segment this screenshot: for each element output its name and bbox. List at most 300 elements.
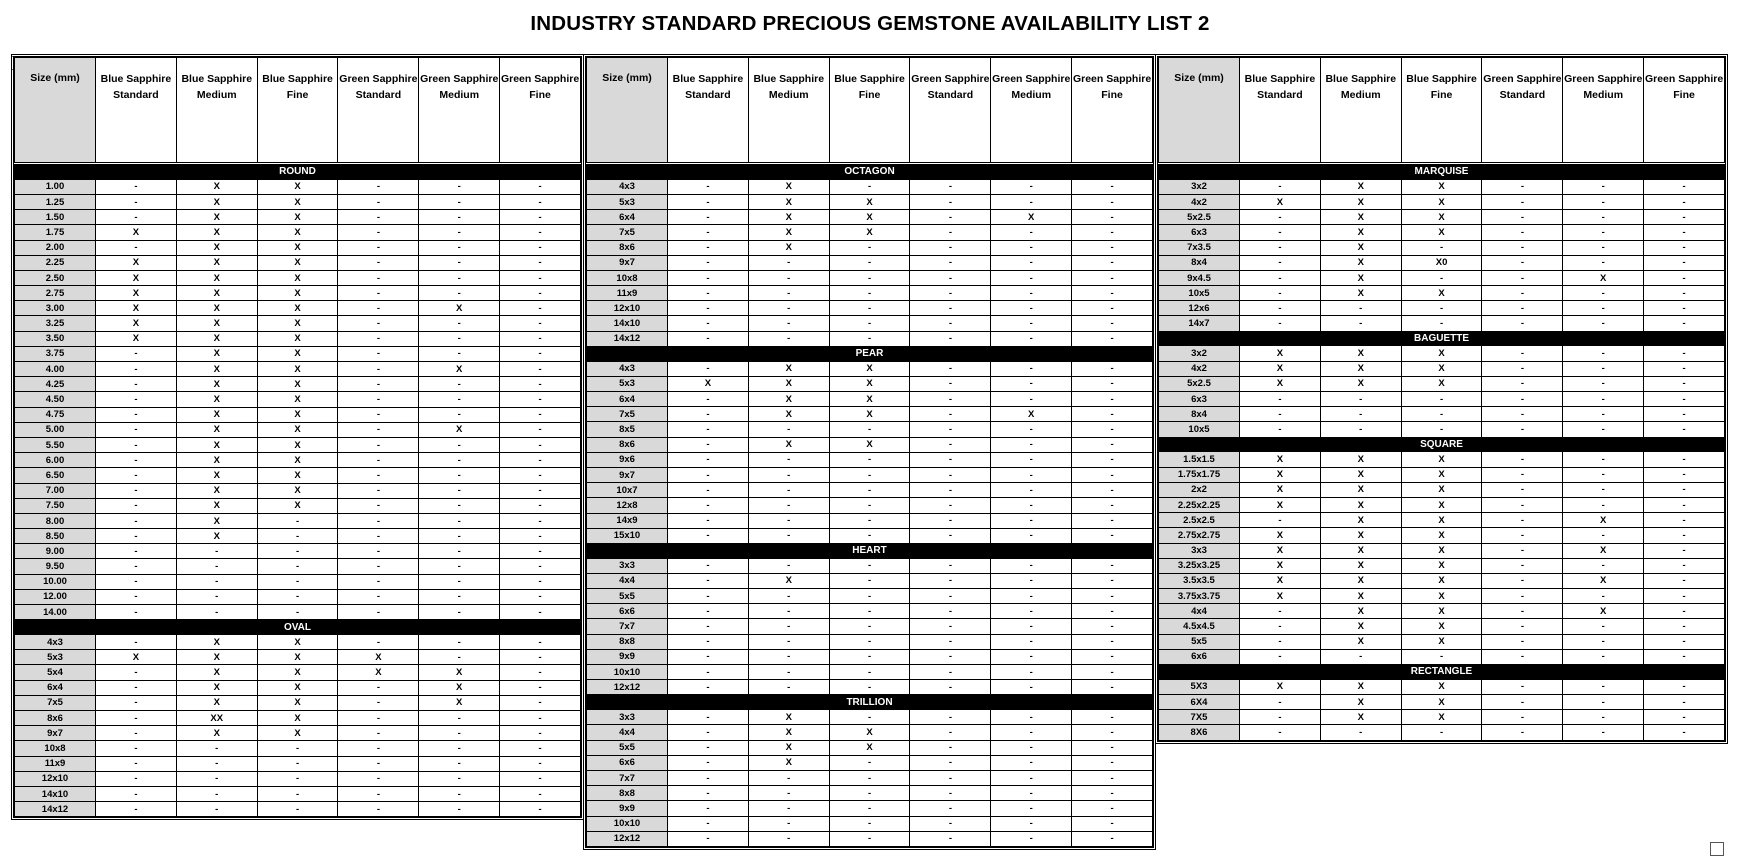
availability-cell: - (338, 407, 419, 422)
availability-cell: - (910, 452, 991, 467)
availability-cell: - (1320, 407, 1401, 422)
availability-cell: - (96, 422, 177, 437)
availability-cell: - (991, 665, 1072, 680)
availability-cell: X (1320, 543, 1401, 558)
size-cell: 5x2.5 (1159, 210, 1240, 225)
availability-cell: - (338, 346, 419, 361)
availability-cell: - (419, 544, 500, 559)
availability-cell: - (500, 453, 581, 468)
availability-cell: - (1644, 679, 1725, 694)
table-row (587, 392, 1153, 407)
size-cell: 7.00 (15, 483, 96, 498)
availability-cell: - (829, 710, 910, 725)
availability-cell: - (500, 665, 581, 680)
availability-cell: - (1240, 255, 1321, 270)
table-row (15, 802, 581, 817)
table-row (1159, 467, 1725, 482)
availability-cell: - (668, 634, 749, 649)
size-cell: 5x5 (587, 740, 668, 755)
availability-cell: X (1320, 194, 1401, 209)
availability-cell: X (1320, 497, 1401, 512)
availability-cell: - (910, 437, 991, 452)
availability-cell: - (668, 801, 749, 816)
table-row (15, 377, 581, 392)
availability-cell: - (1072, 255, 1153, 270)
column-header: Green Sapphire Fine (500, 58, 581, 163)
page-corner-checkbox-icon[interactable] (1710, 842, 1724, 856)
availability-cell: - (991, 240, 1072, 255)
availability-cell: - (1240, 210, 1321, 225)
availability-cell: - (1563, 361, 1644, 376)
size-cell: 14x12 (15, 802, 96, 817)
availability-cell: - (419, 559, 500, 574)
availability-cell: X (829, 392, 910, 407)
column-header: Blue Sapphire Medium (1320, 58, 1401, 163)
availability-cell: X (419, 695, 500, 710)
column-header: Blue Sapphire Medium (748, 58, 829, 163)
table-row (587, 483, 1153, 498)
availability-cell: X (257, 194, 338, 209)
availability-cell: X (1240, 573, 1321, 588)
availability-cell: - (96, 771, 177, 786)
availability-cell: - (96, 346, 177, 361)
availability-cell: X (176, 407, 257, 422)
availability-cell: - (500, 741, 581, 756)
size-cell: 7x3.5 (1159, 240, 1240, 255)
availability-cell: X (748, 210, 829, 225)
availability-cell: X (257, 635, 338, 650)
availability-cell: - (96, 468, 177, 483)
availability-cell: - (338, 331, 419, 346)
section-header-row (1159, 331, 1725, 346)
availability-cell: - (991, 376, 1072, 391)
availability-cell: - (338, 589, 419, 604)
availability-cell: - (500, 392, 581, 407)
availability-cell: - (419, 771, 500, 786)
availability-cell: - (96, 802, 177, 817)
availability-cell: X (257, 179, 338, 194)
availability-cell: - (829, 498, 910, 513)
availability-cell: X (257, 331, 338, 346)
availability-cell: X (829, 194, 910, 209)
table-row (587, 558, 1153, 573)
availability-cell: - (829, 331, 910, 346)
table-row (587, 770, 1153, 785)
availability-cell: - (829, 301, 910, 316)
availability-cell: - (419, 710, 500, 725)
size-cell: 10x5 (1159, 422, 1240, 437)
availability-cell: - (500, 179, 581, 194)
availability-cell: X (1320, 634, 1401, 649)
availability-cell: - (991, 270, 1072, 285)
availability-cell: - (419, 529, 500, 544)
table-row (587, 301, 1153, 316)
availability-cell: - (1563, 558, 1644, 573)
table-row (1159, 316, 1725, 331)
availability-cell: X (1320, 482, 1401, 497)
availability-cell: - (748, 634, 829, 649)
availability-cell: - (991, 816, 1072, 831)
availability-cell: - (1644, 376, 1725, 391)
availability-cell: - (668, 755, 749, 770)
size-cell: 9x9 (587, 649, 668, 664)
availability-cell: - (748, 316, 829, 331)
availability-cell: - (1563, 255, 1644, 270)
availability-cell: X (748, 755, 829, 770)
availability-cell: - (1072, 376, 1153, 391)
table-row (587, 573, 1153, 588)
table-row (15, 316, 581, 331)
availability-cell: - (1644, 589, 1725, 604)
table-row (1159, 255, 1725, 270)
availability-cell: X (176, 422, 257, 437)
availability-cell: - (1482, 589, 1563, 604)
size-cell: 6x6 (587, 755, 668, 770)
size-cell: 9.00 (15, 544, 96, 559)
section-title: ROUND (15, 165, 581, 180)
availability-cell: - (991, 786, 1072, 801)
size-cell: 3x2 (1159, 346, 1240, 361)
availability-cell: - (419, 513, 500, 528)
availability-cell: X (668, 376, 749, 391)
section-header-row (15, 165, 581, 180)
column-header: Green Sapphire Standard (1482, 58, 1563, 163)
availability-cell: - (419, 225, 500, 240)
availability-cell: - (1072, 573, 1153, 588)
availability-cell: - (1072, 558, 1153, 573)
table-row (587, 376, 1153, 391)
availability-cell: - (748, 680, 829, 695)
availability-cell: X (1320, 452, 1401, 467)
availability-cell: X (257, 225, 338, 240)
table-row (15, 544, 581, 559)
availability-cell: - (338, 179, 419, 194)
availability-cell: - (910, 407, 991, 422)
table-row (1159, 286, 1725, 301)
table-row (587, 634, 1153, 649)
size-cell: 4x2 (1159, 361, 1240, 376)
availability-cell: - (338, 786, 419, 801)
availability-cell: - (257, 802, 338, 817)
availability-cell: - (991, 831, 1072, 846)
availability-cell: - (1320, 649, 1401, 664)
availability-cell: - (338, 225, 419, 240)
availability-cell: X (176, 225, 257, 240)
column-header: Green Sapphire Medium (419, 58, 500, 163)
availability-cell: - (338, 392, 419, 407)
size-cell: 5x3 (15, 650, 96, 665)
availability-cell: X (257, 453, 338, 468)
column-header: Blue Sapphire Fine (1401, 58, 1482, 163)
availability-cell: - (500, 756, 581, 771)
availability-cell: - (668, 225, 749, 240)
table-row (1159, 528, 1725, 543)
table-row (587, 452, 1153, 467)
size-cell: 8x8 (587, 786, 668, 801)
table-row (15, 635, 581, 650)
table-row (587, 331, 1153, 346)
availability-cell: - (748, 255, 829, 270)
size-cell: 8.50 (15, 529, 96, 544)
availability-cell: X (257, 650, 338, 665)
availability-cell: - (1644, 407, 1725, 422)
availability-cell: - (668, 316, 749, 331)
availability-cell: - (748, 619, 829, 634)
section-title: PEAR (587, 346, 1153, 361)
availability-cell: - (419, 255, 500, 270)
availability-cell: X (257, 255, 338, 270)
availability-cell: X (176, 346, 257, 361)
availability-cell: - (1563, 589, 1644, 604)
availability-cell: - (910, 483, 991, 498)
size-cell: 2.5x2.5 (1159, 513, 1240, 528)
availability-cell: - (910, 755, 991, 770)
table-row (15, 650, 581, 665)
availability-table-panel-1 (11, 54, 584, 820)
availability-cell: - (1644, 194, 1725, 209)
availability-cell: - (1482, 543, 1563, 558)
availability-cell: - (1644, 619, 1725, 634)
availability-cell: - (910, 528, 991, 543)
availability-cell: - (500, 695, 581, 710)
availability-cell: - (419, 589, 500, 604)
availability-cell: - (419, 194, 500, 209)
availability-cell: - (1482, 649, 1563, 664)
availability-cell: - (96, 635, 177, 650)
availability-cell: X (257, 695, 338, 710)
availability-cell: - (338, 710, 419, 725)
column-header: Green Sapphire Standard (910, 58, 991, 163)
availability-cell: X (1563, 604, 1644, 619)
availability-cell: - (500, 529, 581, 544)
table-row (15, 437, 581, 452)
size-cell: 1.00 (15, 179, 96, 194)
availability-cell: - (419, 786, 500, 801)
size-cell: 5.50 (15, 437, 96, 452)
availability-cell: - (1644, 710, 1725, 725)
availability-cell: - (1482, 573, 1563, 588)
availability-cell: X (176, 453, 257, 468)
availability-cell: - (748, 558, 829, 573)
availability-cell: X (176, 270, 257, 285)
size-cell: 6x4 (587, 392, 668, 407)
availability-cell: X (257, 301, 338, 316)
size-cell: 10x8 (15, 741, 96, 756)
size-cell: 1.5x1.5 (1159, 452, 1240, 467)
section-header-row (15, 620, 581, 635)
availability-cell: - (500, 286, 581, 301)
availability-cell: X (176, 362, 257, 377)
availability-cell: - (1644, 225, 1725, 240)
size-cell: 7.50 (15, 498, 96, 513)
column-header: Blue Sapphire Standard (1240, 58, 1321, 163)
availability-cell: - (1072, 422, 1153, 437)
availability-cell: - (668, 786, 749, 801)
availability-cell: - (1482, 301, 1563, 316)
availability-cell: - (500, 346, 581, 361)
size-cell: 9x7 (587, 255, 668, 270)
availability-cell: - (1401, 301, 1482, 316)
availability-cell: X (1401, 679, 1482, 694)
availability-cell: - (991, 528, 1072, 543)
availability-cell: - (1482, 240, 1563, 255)
availability-cell: - (1072, 301, 1153, 316)
availability-cell: - (1240, 301, 1321, 316)
table-row (15, 529, 581, 544)
availability-cell: - (668, 680, 749, 695)
section-title: RECTANGLE (1159, 665, 1725, 680)
availability-cell: - (419, 741, 500, 756)
table-row (587, 528, 1153, 543)
availability-cell: - (748, 286, 829, 301)
table-row (15, 665, 581, 680)
availability-cell: X (1320, 604, 1401, 619)
availability-cell: X (419, 680, 500, 695)
table-row (1159, 422, 1725, 437)
availability-cell: - (1563, 392, 1644, 407)
table-row (587, 619, 1153, 634)
table-row (1159, 376, 1725, 391)
availability-cell: - (1240, 649, 1321, 664)
availability-cell: - (910, 376, 991, 391)
size-cell: 8x4 (1159, 255, 1240, 270)
size-cell: 6.00 (15, 453, 96, 468)
table-row (587, 240, 1153, 255)
availability-cell: - (1482, 392, 1563, 407)
availability-cell: - (829, 786, 910, 801)
availability-cell: - (1482, 710, 1563, 725)
availability-cell: - (991, 316, 1072, 331)
availability-cell: - (1482, 376, 1563, 391)
availability-cell: X (1401, 225, 1482, 240)
availability-cell: - (257, 756, 338, 771)
availability-cell: X (176, 316, 257, 331)
table-row (1159, 604, 1725, 619)
availability-cell: - (257, 605, 338, 620)
availability-cell: - (1644, 255, 1725, 270)
size-cell: 8x6 (587, 437, 668, 452)
availability-cell: X (1240, 679, 1321, 694)
availability-cell: X (1320, 710, 1401, 725)
column-header: Blue Sapphire Fine (257, 58, 338, 163)
table-row (1159, 194, 1725, 209)
availability-cell: X (1320, 619, 1401, 634)
availability-cell: - (500, 468, 581, 483)
availability-cell: - (96, 210, 177, 225)
availability-cell: - (1401, 725, 1482, 740)
availability-cell: - (910, 801, 991, 816)
availability-cell: - (1563, 225, 1644, 240)
availability-cell: - (96, 377, 177, 392)
availability-cell: X (419, 422, 500, 437)
availability-cell: - (1072, 210, 1153, 225)
availability-cell: - (257, 529, 338, 544)
table-row (15, 210, 581, 225)
section-header-row (1159, 165, 1725, 180)
availability-cell: - (419, 270, 500, 285)
availability-cell: - (1072, 437, 1153, 452)
availability-cell: - (500, 513, 581, 528)
availability-cell: - (1482, 225, 1563, 240)
availability-cell: - (910, 361, 991, 376)
availability-cell: X (1320, 286, 1401, 301)
availability-cell: X (176, 286, 257, 301)
availability-cell: - (1482, 286, 1563, 301)
availability-cell: X (176, 726, 257, 741)
availability-cell: - (668, 422, 749, 437)
availability-cell: - (1072, 801, 1153, 816)
availability-cell: - (991, 437, 1072, 452)
size-cell: 5x5 (587, 589, 668, 604)
availability-cell: - (1240, 179, 1321, 194)
availability-cell: - (419, 453, 500, 468)
availability-cell: - (1072, 240, 1153, 255)
availability-cell: - (991, 513, 1072, 528)
section-header-row (1159, 437, 1725, 452)
availability-cell: X (1240, 528, 1321, 543)
availability-cell: X (1240, 194, 1321, 209)
availability-cell: - (96, 695, 177, 710)
availability-cell: - (1072, 740, 1153, 755)
availability-cell: - (748, 801, 829, 816)
availability-cell: - (1072, 528, 1153, 543)
availability-cell: - (1072, 513, 1153, 528)
availability-cell: - (748, 770, 829, 785)
availability-cell: - (1644, 301, 1725, 316)
availability-cell: - (419, 483, 500, 498)
availability-cell: - (1240, 316, 1321, 331)
availability-cell: - (338, 544, 419, 559)
availability-cell: X (748, 225, 829, 240)
availability-cell: - (338, 377, 419, 392)
availability-cell: X (257, 362, 338, 377)
availability-cell: - (1072, 680, 1153, 695)
availability-cell: - (338, 726, 419, 741)
availability-cell: - (991, 467, 1072, 482)
table-row (587, 710, 1153, 725)
table-row (15, 225, 581, 240)
availability-cell: - (1644, 497, 1725, 512)
table-row (1159, 270, 1725, 285)
size-cell: 3.00 (15, 301, 96, 316)
section-title: MARQUISE (1159, 165, 1725, 180)
availability-cell: - (338, 635, 419, 650)
size-cell: 6x6 (1159, 649, 1240, 664)
availability-cell: X (176, 635, 257, 650)
size-cell: 4.75 (15, 407, 96, 422)
availability-cell: - (338, 741, 419, 756)
availability-cell: - (96, 437, 177, 452)
availability-cell: - (419, 802, 500, 817)
availability-cell: - (829, 483, 910, 498)
table-row (15, 179, 581, 194)
availability-cell: - (668, 301, 749, 316)
availability-cell: - (668, 179, 749, 194)
table-row (1159, 361, 1725, 376)
availability-cell: - (910, 558, 991, 573)
size-cell: 2.25 (15, 255, 96, 270)
availability-cell: - (829, 558, 910, 573)
availability-cell: - (338, 513, 419, 528)
availability-cell: - (1240, 286, 1321, 301)
size-cell: 3x3 (587, 558, 668, 573)
availability-cell: X (1320, 679, 1401, 694)
table-row (1159, 619, 1725, 634)
availability-cell: X (748, 725, 829, 740)
availability-cell: - (829, 513, 910, 528)
size-cell: 8x5 (587, 422, 668, 437)
availability-cell: - (910, 786, 991, 801)
